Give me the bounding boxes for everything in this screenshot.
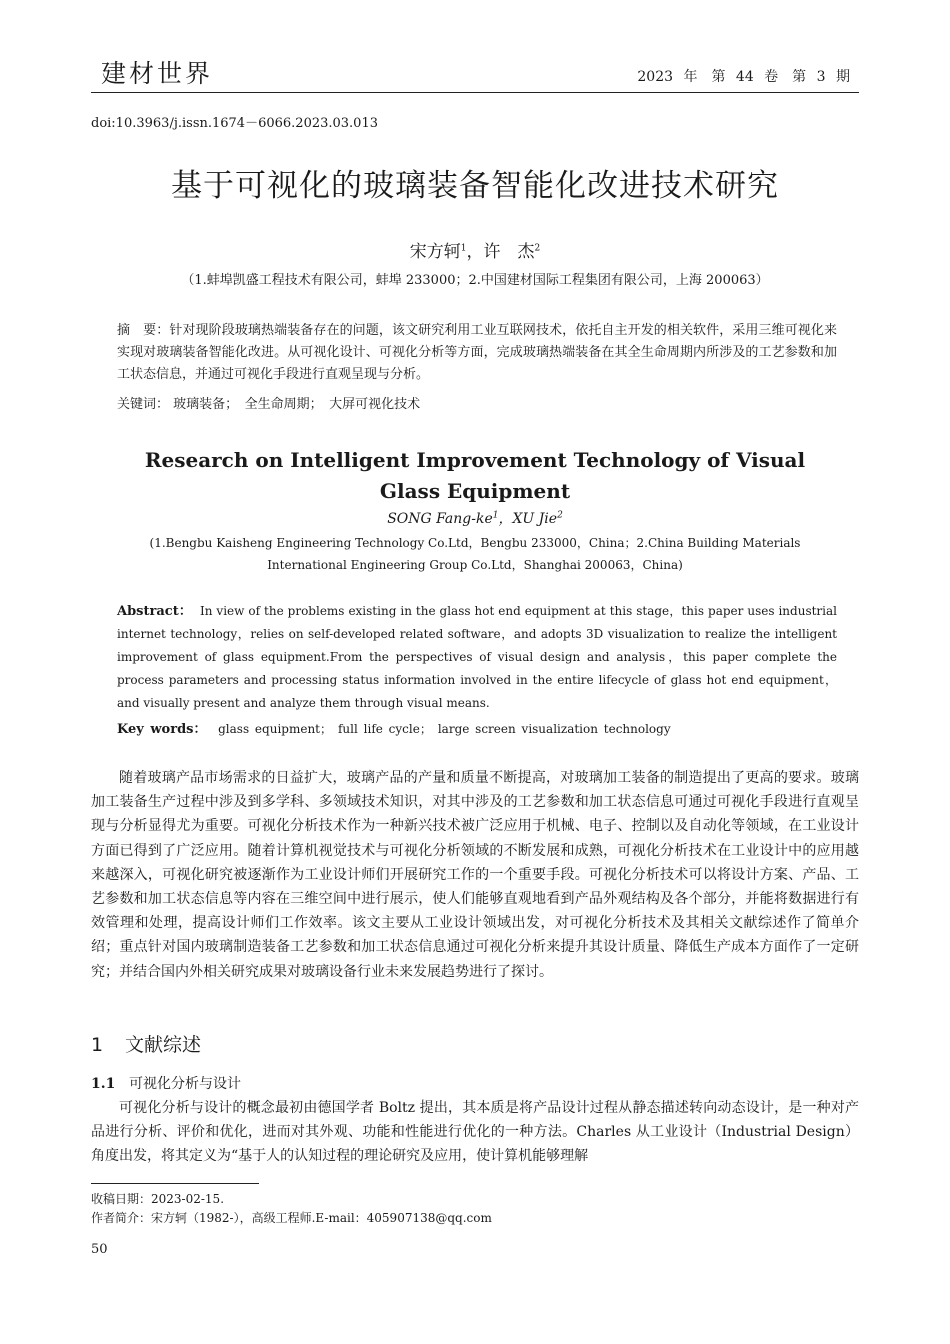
affiliation-english-line-2: International Engineering Group Co.Ltd，Shanghai 200063，China) xyxy=(267,558,683,572)
page-number: 50 xyxy=(91,1242,108,1257)
intro-paragraph: 随着玻璃产品市场需求的日益扩大，玻璃产品的产量和质量不断提高，对玻璃加工装备的制造提出了更高的要求。玻璃加工装备生产过程中涉及到多学科、多领域技术知识，对其中涉及的工艺参数和加工状态信息可通过可视化手段进行直观呈现与分析显得尤为重要。可视化分析技术作为一种新兴技术被广泛应用于机械、电子、控制以及自动化等领域，在工业设计方面已得到了广泛应用。随着计算机视觉技术与可视化分析领域的不断发展和成熟，可视化分析技术在工业设计中的应用越来越深入，可视化研究被逐渐作为工业设计师们开展研究工作的一个重要手段。可视化分析技术可以将设计方案、产品、工艺参数和加工状态信息等内容在三维空间中进行展示，使人们能够直观地看到产品外观结构及各个部分，并能将数据进行有效管理和处理，提高设计师们工作效率。该文主要从工业设计领域出发，对可视化分析技术及其相关文献综述作了简单介绍；重点针对国内玻璃制造装备工艺参数和加工状态信息通过可视化分析来提升其设计质量、降低生产成本方面作了一定研究；并结合国内外相关研究成果对玻璃设备行业未来发展趋势进行了探讨。 xyxy=(91,770,859,980)
title-english-line-2: Glass Equipment xyxy=(379,479,571,503)
author-1-en-affil-mark: 1 xyxy=(492,510,499,521)
title-chinese: 基于可视化的玻璃装备智能化改进技术研究 xyxy=(171,168,779,204)
author-separator-en: ， xyxy=(498,511,513,527)
affiliation-chinese: （1.蚌埠凯盛工程技术有限公司，蚌埠 233000；2.中国建材国际工程集团有限公司，上海 200063） xyxy=(181,273,769,288)
keywords-english xyxy=(117,718,837,737)
authors-chinese xyxy=(0,237,950,262)
title-english xyxy=(0,445,950,507)
authors-english xyxy=(0,508,950,528)
doi[interactable]: doi:10.3963/j.issn.1674－6066.2023.03.013 xyxy=(91,116,378,131)
abstract-label-en: Abstract： xyxy=(117,604,193,619)
author-2-en-affil-mark: 2 xyxy=(557,510,563,521)
author-2: 许 杰 xyxy=(483,242,535,262)
abstract-label-cn: 摘 要： xyxy=(117,323,170,338)
abstract-chinese xyxy=(117,320,837,386)
keywords-label-cn: 关键词： xyxy=(117,397,170,412)
keywords-text-en: glass equipment； full life cycle； large screen visualization technology xyxy=(218,722,671,736)
subsection-heading xyxy=(91,1073,241,1093)
author-1: 宋方轲 xyxy=(409,242,461,262)
subsection-number: 1.1 xyxy=(91,1076,116,1092)
author-2-affil-mark: 2 xyxy=(534,243,541,254)
footnote-rule xyxy=(91,1183,259,1184)
author-1-affil-mark: 1 xyxy=(460,243,467,254)
affiliation-english-line-1: (1.Bengbu Kaisheng Engineering Technology Co.Ltd，Bengbu 233000，China；2.China Building Materials xyxy=(149,536,801,550)
abstract-text-en: In view of the problems existing in the glass hot end equipment at this stage，this paper uses industrial internet technology，relies on self-developed related software，and adopts 3D visualization to realize the intelligent improvement of glass equipment.From the perspectives of visual design and analysis，this paper complete the process parameters and processing status information involved in the entire lifecycle of glass hot end equipment，and visually present and analyze them through visual means. xyxy=(117,604,837,710)
subsection-title: 可视化分析与设计 xyxy=(129,1076,241,1092)
abstract-english xyxy=(117,600,837,715)
footnote-author-bio: 作者简介：宋方轲（1982-），高级工程师.E-mail：405907138@qq.com xyxy=(91,1211,492,1225)
abstract-text-cn: 针对现阶段玻璃热端装备存在的问题，该文研究利用工业互联网技术，依托自主开发的相关软件，采用三维可视化来实现对玻璃装备智能化改进。从可视化设计、可视化分析等方面，完成玻璃热端装备在其全生命周期内所涉及的工艺参数和加工状态信息，并通过可视化手段进行直观呈现与分析。 xyxy=(117,323,837,382)
section-title: 文献综述 xyxy=(125,1034,202,1056)
author-2-en: XU Jie xyxy=(512,511,558,527)
affiliation-english xyxy=(0,532,950,576)
footnote-received-date: 收稿日期：2023-02-15. xyxy=(91,1192,225,1206)
keywords-chinese xyxy=(117,393,837,412)
header-rule xyxy=(91,92,859,93)
journal-name: 建材世界 xyxy=(101,59,214,88)
author-separator: ， xyxy=(466,242,484,262)
issue-info: 2023 年 第 44 卷 第 3 期 xyxy=(637,69,850,85)
keywords-label-en: Key words： xyxy=(117,722,207,737)
keywords-text-cn: 玻璃装备； 全生命周期； 大屏可视化技术 xyxy=(173,397,421,412)
author-1-en: SONG Fang-ke xyxy=(387,511,493,527)
body-paragraph: 可视化分析与设计的概念最初由德国学者 Boltz 提出，其本质是将产品设计过程从静态描述转向动态设计，是一种对产品进行分析、评价和优化，进而对其外观、功能和性能进行优化的一种方法。Charles 从工业设计（Industrial Design）角度出发，将其定义为“基于人的认知过程的理论研究及应用，使计算机能够理解 xyxy=(91,1100,859,1165)
section-heading xyxy=(91,1030,201,1057)
section-number: 1 xyxy=(91,1034,104,1056)
title-english-line-1: Research on Intelligent Improvement Technology of Visual xyxy=(144,448,806,472)
